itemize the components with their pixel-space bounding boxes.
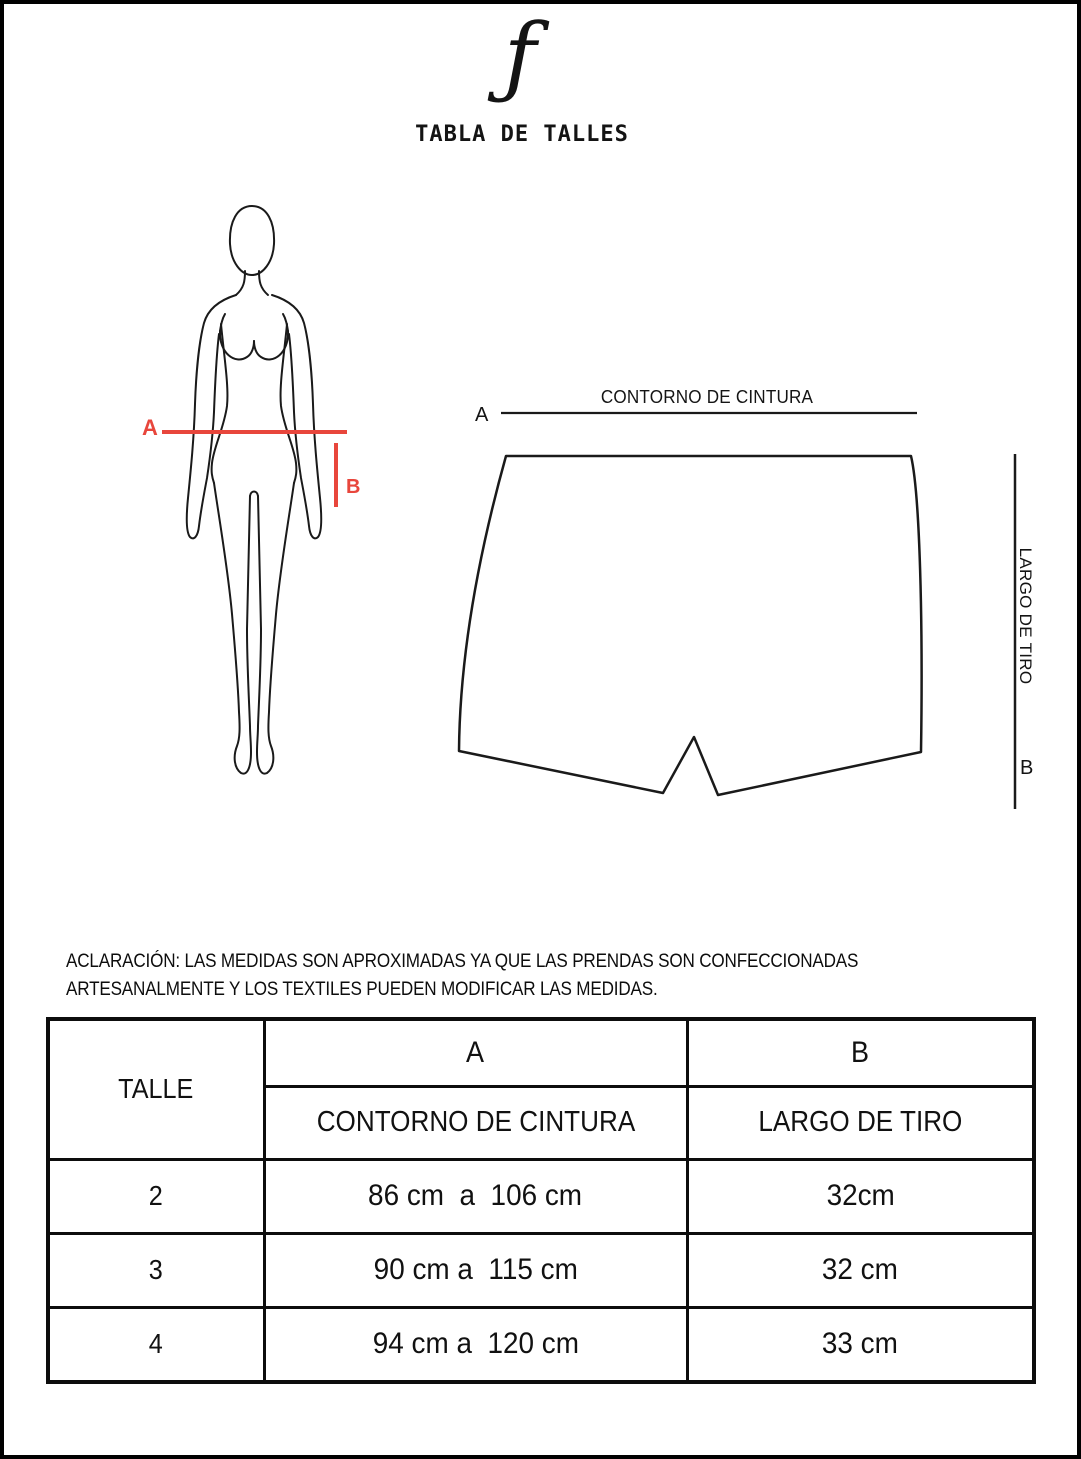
talle-cell <box>48 1159 264 1233</box>
size-table <box>46 1017 1036 1384</box>
talle-cell <box>48 1307 264 1382</box>
figure-label-a: A <box>142 415 158 440</box>
talle-cell <box>48 1233 264 1307</box>
col-b-letter-cell <box>687 1019 1034 1086</box>
disclaimer-line-1: ACLARACIÓN: LAS MEDIDAS SON APROXIMADAS YA QUE LAS PRENDAS SON CONFECCIONADAS <box>66 951 859 972</box>
talle-value: 4 <box>149 1328 164 1360</box>
talle-value: 3 <box>149 1254 164 1285</box>
shorts-label-b: B <box>1020 757 1034 779</box>
talle-value: 2 <box>149 1180 164 1211</box>
rise-cell <box>687 1159 1034 1233</box>
table-row-letters <box>48 1019 1034 1086</box>
measurement-lines <box>162 432 347 507</box>
table-row-size-4 <box>48 1307 1034 1382</box>
waist-range-cell <box>264 1233 687 1307</box>
waist-range-value: 86 cm a 106 cm <box>368 1179 583 1212</box>
rise-cell <box>687 1307 1034 1382</box>
shorts-drawing <box>459 413 1015 809</box>
col-b-letter: B <box>851 1035 870 1069</box>
rise-value: 33 cm <box>822 1327 899 1361</box>
col-b-subheader: LARGO DE TIRO <box>758 1106 963 1138</box>
body-figure-drawing <box>187 206 322 774</box>
col-b-subheader-cell <box>687 1086 1034 1159</box>
rise-value: 32cm <box>826 1179 895 1212</box>
page-title: TABLA DE TALLES <box>415 122 629 147</box>
disclaimer-line-2: ARTESANALMENTE Y LOS TEXTILES PUEDEN MODIFICAR LAS MEDIDAS. <box>66 979 658 1000</box>
shorts-outline <box>459 456 922 795</box>
table-row-size-3 <box>48 1233 1034 1307</box>
col-a-subheader-cell <box>264 1086 687 1159</box>
talle-header-cell <box>48 1019 264 1159</box>
rise-cell <box>687 1233 1034 1307</box>
brand-logo: ƒ <box>503 4 537 107</box>
shorts-label-a: A <box>475 404 489 426</box>
waist-range-cell <box>264 1307 687 1382</box>
disclaimer-text <box>66 948 946 1004</box>
col-a-letter-cell <box>264 1019 687 1086</box>
rise-line-label: LARGO DE TIRO <box>1016 547 1035 685</box>
waist-range-value: 94 cm a 120 cm <box>372 1327 579 1361</box>
waist-range-cell <box>264 1159 687 1233</box>
figure-label-b: B <box>346 476 361 498</box>
waist-range-value: 90 cm a 115 cm <box>373 1253 578 1286</box>
waist-line-label: CONTORNO DE CINTURA <box>600 387 814 407</box>
talle-header-label: TALLE <box>118 1073 194 1105</box>
table-row-size-2 <box>48 1159 1034 1233</box>
col-a-subheader: CONTORNO DE CINTURA <box>316 1106 635 1138</box>
rise-value: 32 cm <box>822 1253 899 1286</box>
col-a-letter: A <box>466 1035 485 1069</box>
